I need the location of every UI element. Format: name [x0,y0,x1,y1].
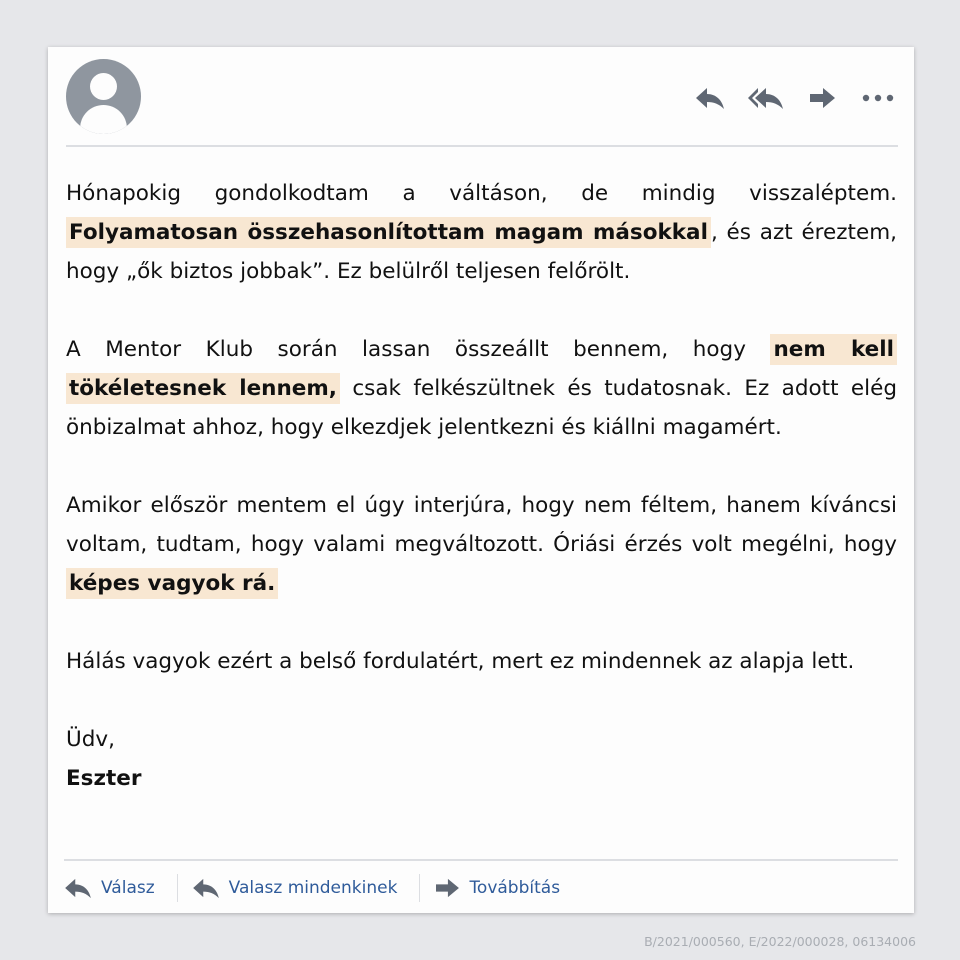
footer-divider [64,859,898,861]
action-separator [177,874,178,902]
email-card [48,47,914,913]
reply-button-label: Válasz [101,878,155,898]
reference-number: B/2021/000560, E/2022/000028, 06134006 [644,934,916,949]
reply-icon [64,877,92,899]
reply-all-button[interactable] [192,873,412,903]
reply-all-button-label: Valasz mindenkinek [228,878,398,898]
message-toolbar [692,83,896,113]
forward-button[interactable] [434,873,574,903]
paragraph-2-text-b: csak felkészültnek és tudatosnak. Ez adott elég önbizalmat ahhoz, hogy elkezdjek jelentkezni és kiállni magamért. [66,376,897,440]
greeting: Üdv, [66,727,115,752]
highlight-2: nem kell tökéletesnek lennem, [66,334,897,404]
paragraph-1 [66,174,897,291]
reply-icon [192,877,220,899]
reply-all-icon[interactable] [748,83,784,113]
forward-icon [434,877,460,899]
reply-icon[interactable] [692,83,728,113]
highlight-3: képes vagyok rá. [66,568,278,599]
more-icon[interactable] [860,83,896,113]
forward-icon[interactable] [804,83,840,113]
paragraph-3-text-a: Amikor először mentem el úgy interjúra, hogy nem féltem, hanem kíváncsi voltam, tudtam, hogy valami megváltozott. Óriási érzés volt megélni, hogy [66,493,897,557]
avatar-body [80,105,127,134]
message-body [66,174,897,798]
paragraph-3 [66,486,897,603]
reply-button[interactable] [64,873,169,903]
paragraph-1-text-b: , és azt éreztem, hogy „ők biztos jobbak”. Ez belülről teljesen felőrölt. [66,220,897,284]
avatar [66,59,141,134]
avatar-head [90,73,117,100]
action-separator [419,874,420,902]
header-divider [66,145,898,147]
forward-button-label: Továbbítás [469,878,561,898]
signature: Eszter [66,766,142,791]
paragraph-4: Hálás vagyok ezért a belső fordulatért, mert ez mindennek az alapja lett. [66,649,855,674]
paragraph-2-text-a: A Mentor Klub során lassan összeállt bennem, hogy [66,337,771,362]
action-bar [64,873,574,903]
paragraph-1-text-a: Hónapokig gondolkodtam a váltáson, de mindig visszaléptem. [66,181,897,206]
highlight-1: Folyamatosan összehasonlítottam magam másokkal [66,217,711,248]
paragraph-2 [66,330,897,447]
